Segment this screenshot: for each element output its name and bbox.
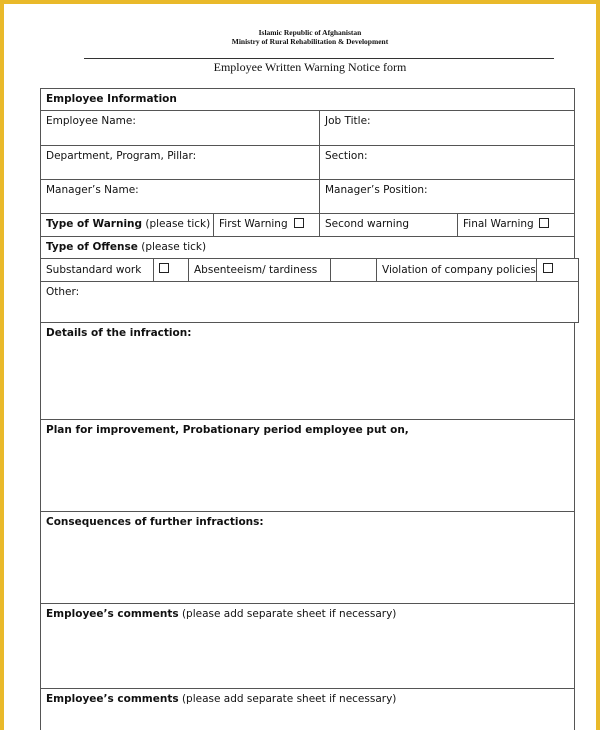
header-line-1: Islamic Republic of Afghanistan bbox=[258, 28, 362, 37]
other-cell[interactable] bbox=[40, 281, 579, 323]
absenteeism-check-cell[interactable] bbox=[330, 258, 377, 282]
consequences-label: Consequences of further infractions: bbox=[46, 516, 264, 528]
final-warning-checkbox[interactable] bbox=[539, 218, 549, 228]
details-label: Details of the infraction: bbox=[46, 327, 192, 339]
employee-comments-2-label bbox=[46, 693, 396, 705]
manager-name-label: Manager’s Name: bbox=[46, 184, 139, 196]
employee-comments-hint: (please add separate sheet if necessary) bbox=[181, 608, 397, 620]
warning-type-hint: (please tick) bbox=[145, 218, 211, 230]
employee-name-label: Employee Name: bbox=[46, 115, 136, 127]
first-warning-label: First Warning bbox=[219, 218, 288, 230]
final-warning-label: Final Warning bbox=[463, 218, 534, 230]
violation-checkbox[interactable] bbox=[543, 263, 553, 273]
second-warning-label: Second warning bbox=[325, 218, 410, 230]
employee-comments-2-title: Employee’s comments bbox=[46, 693, 179, 705]
warning-type-title: Type of Warning bbox=[46, 218, 143, 230]
violation-label: Violation of company policies bbox=[382, 264, 536, 276]
manager-position-label: Manager’s Position: bbox=[325, 184, 428, 196]
job-title-label: Job Title: bbox=[325, 115, 371, 127]
employee-comments-title: Employee’s comments bbox=[46, 608, 179, 620]
header-line-2: Ministry of Rural Rehabilitation & Development bbox=[231, 37, 389, 46]
employee-comments-2-hint: (please add separate sheet if necessary) bbox=[181, 693, 397, 705]
first-warning-checkbox[interactable] bbox=[294, 218, 304, 228]
section-label: Section: bbox=[325, 150, 368, 162]
warning-type-label bbox=[46, 218, 210, 230]
offense-type-hint: (please tick) bbox=[141, 241, 207, 253]
offense-type-label bbox=[46, 241, 206, 253]
substandard-label: Substandard work bbox=[46, 264, 142, 276]
substandard-checkbox[interactable] bbox=[159, 263, 169, 273]
employee-info-heading: Employee Information bbox=[46, 93, 177, 105]
other-label: Other: bbox=[46, 286, 80, 298]
absenteeism-label: Absenteeism/ tardiness bbox=[194, 264, 318, 276]
plan-label: Plan for improvement, Probationary period employee put on, bbox=[46, 424, 409, 436]
department-label: Department, Program, Pillar: bbox=[46, 150, 197, 162]
offense-type-title: Type of Offense bbox=[46, 241, 138, 253]
form-title: Employee Written Warning Notice form bbox=[213, 60, 407, 74]
header-divider bbox=[84, 58, 554, 59]
employee-comments-label bbox=[46, 608, 396, 620]
